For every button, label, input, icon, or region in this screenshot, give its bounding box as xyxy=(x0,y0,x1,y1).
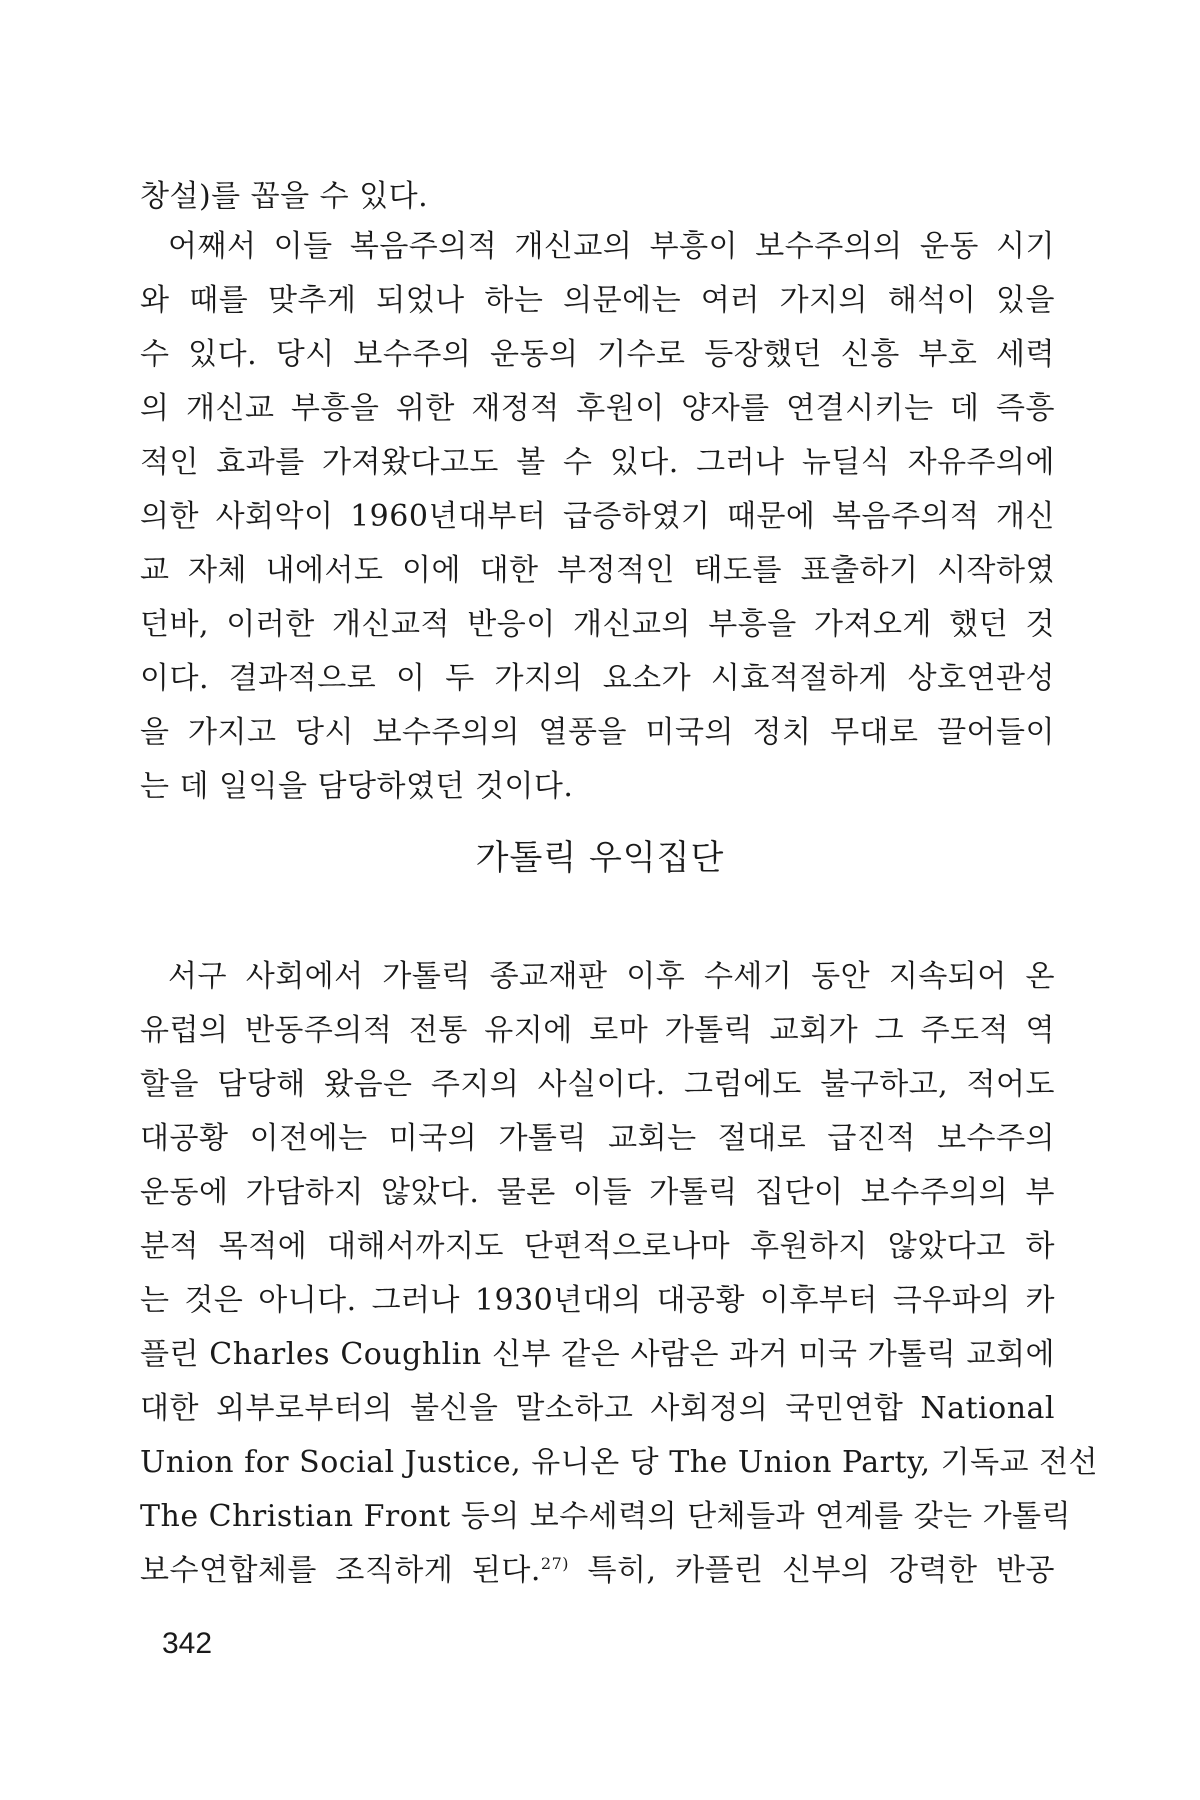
text-line: The Christian Front 등의 보수세력의 단체들과 연계를 갖는 가톨릭 xyxy=(140,1499,1072,1534)
text-line: 는 것은 아니다. 그러나 1930년대의 대공황 이후부터 극우파의 카 xyxy=(140,1283,1055,1318)
paragraph-catholic-right xyxy=(140,950,1099,1598)
text-line: 의한 사회악이 1960년대부터 급증하였기 때문에 복음주의적 개신 xyxy=(140,499,1055,534)
page-number: 342 xyxy=(162,1627,213,1660)
text-line: 할을 담당해 왔음은 주지의 사실이다. 그럼에도 불구하고, 적어도 xyxy=(140,1067,1055,1102)
text-line: 대공황 이전에는 미국의 가톨릭 교회는 절대로 급진적 보수주의 xyxy=(140,1121,1055,1156)
text-line: 이다. 결과적으로 이 두 가지의 요소가 시효적절하게 상호연관성 xyxy=(140,661,1055,696)
text-line: 는 데 일익을 담당하였던 것이다. xyxy=(140,769,574,804)
text-line: 서구 사회에서 가톨릭 종교재판 이후 수세기 동안 지속되어 온 xyxy=(168,959,1055,994)
text-line: 플린 Charles Coughlin 신부 같은 사람은 과거 미국 가톨릭 교회에 xyxy=(140,1337,1055,1372)
text-line: Union for Social Justice, 유니온 당 The Union Party, 기독교 전선 xyxy=(140,1445,1099,1480)
text-line: 와 때를 맞추게 되었나 하는 의문에는 여러 가지의 해석이 있을 xyxy=(140,283,1055,318)
text-after-footnote: 특히, 카플린 신부의 강력한 반공 xyxy=(569,1553,1055,1588)
text-line: 유럽의 반동주의적 전통 유지에 로마 가톨릭 교회가 그 주도적 역 xyxy=(140,1013,1055,1048)
text-line: 교 자체 내에서도 이에 대한 부정적인 태도를 표출하기 시작하였 xyxy=(140,553,1055,588)
text-line: 분적 목적에 대해서까지도 단편적으로나마 후원하지 않았다고 하 xyxy=(140,1229,1055,1264)
text-line: 어째서 이들 복음주의적 개신교의 부흥이 보수주의의 운동 시기 xyxy=(168,229,1055,264)
text-line: 의 개신교 부흥을 위한 재정적 후원이 양자를 연결시키는 데 즉흥 xyxy=(140,391,1055,426)
section-heading: 가톨릭 우익집단 xyxy=(475,838,725,878)
paragraph-continuation xyxy=(140,170,1055,224)
text-line: 적인 효과를 가져왔다고도 볼 수 있다. 그러나 뉴딜식 자유주의에 xyxy=(140,445,1055,480)
text-line-with-footnote xyxy=(140,1544,1055,1598)
text-line: 창설)를 꼽을 수 있다. xyxy=(140,179,429,214)
text-line: 을 가지고 당시 보수주의의 열풍을 미국의 정치 무대로 끌어들이 xyxy=(140,715,1055,750)
text-line: 운동에 가담하지 않았다. 물론 이들 가톨릭 집단이 보수주의의 부 xyxy=(140,1175,1055,1210)
footnote-reference: 27) xyxy=(540,1554,569,1573)
text-line: 수 있다. 당시 보수주의 운동의 기수로 등장했던 신흥 부호 세력 xyxy=(140,337,1055,372)
paragraph-evangelical-revival xyxy=(140,220,1055,814)
text-line: 대한 외부로부터의 불신을 말소하고 사회정의 국민연합 National xyxy=(140,1391,1055,1426)
text-line: 던바, 이러한 개신교적 반응이 개신교의 부흥을 가져오게 했던 것 xyxy=(140,607,1055,642)
text-before-footnote: 보수연합체를 조직하게 된다. xyxy=(140,1553,541,1588)
